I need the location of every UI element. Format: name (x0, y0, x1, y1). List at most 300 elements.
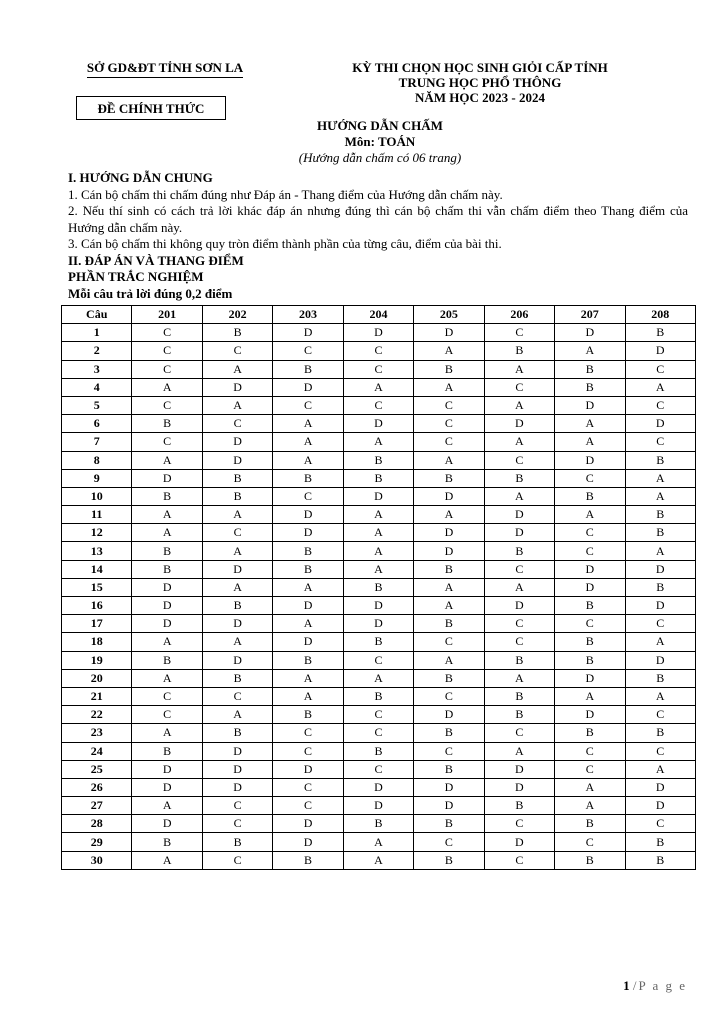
answer-cell: B (555, 378, 625, 396)
table-row (62, 851, 696, 869)
answer-cell: B (414, 760, 484, 778)
answer-cell: A (202, 633, 272, 651)
answer-cell: B (414, 851, 484, 869)
answer-cell: B (484, 651, 554, 669)
answer-cell: A (273, 451, 343, 469)
answer-cell: A (132, 506, 202, 524)
answer-cell: C (273, 724, 343, 742)
answer-cell: C (625, 360, 696, 378)
answer-cell: C (414, 396, 484, 414)
question-number-cell: 19 (62, 651, 132, 669)
answer-cell: B (202, 833, 272, 851)
instruction-item-2: 2. Nếu thí sinh có cách trả lời khác đáp án nhưng đúng thì cán bộ chấm thi vẫn chấm điểm theo Thang điểm của Hướng dẫn chấm này. (68, 203, 688, 235)
answer-cell: A (555, 415, 625, 433)
answer-cell: A (414, 651, 484, 669)
answer-cell: A (132, 851, 202, 869)
answer-cell: A (343, 433, 413, 451)
answer-cell: A (555, 342, 625, 360)
answer-cell: D (414, 487, 484, 505)
answer-cell: C (273, 742, 343, 760)
answer-cell: B (273, 469, 343, 487)
issuing-authority (60, 60, 270, 78)
table-row (62, 542, 696, 560)
answer-cell: B (202, 724, 272, 742)
answer-cell: D (132, 597, 202, 615)
question-number-cell: 23 (62, 724, 132, 742)
answer-cell: C (625, 433, 696, 451)
column-header-code: 206 (484, 306, 554, 324)
page-footer (623, 978, 687, 994)
instruction-item-3: 3. Cán bộ chấm thi không quy tròn điểm thành phần của từng câu, điểm của bài thi. (68, 236, 502, 251)
answer-cell: A (414, 342, 484, 360)
answer-cell: A (132, 797, 202, 815)
answer-cell: B (625, 669, 696, 687)
question-number-cell: 20 (62, 669, 132, 687)
answer-cell: C (132, 687, 202, 705)
answer-cell: B (414, 615, 484, 633)
answer-key-table (61, 305, 696, 870)
answer-cell: A (343, 669, 413, 687)
answer-cell: C (202, 524, 272, 542)
answer-cell: B (132, 651, 202, 669)
answer-cell: D (132, 760, 202, 778)
exam-title-line-2: TRUNG HỌC PHỔ THÔNG (398, 75, 562, 90)
table-row (62, 578, 696, 596)
answer-cell: B (132, 833, 202, 851)
answer-cell: D (625, 651, 696, 669)
table-row (62, 760, 696, 778)
answer-cell: D (414, 778, 484, 796)
answer-cell: D (132, 469, 202, 487)
question-number-cell: 27 (62, 797, 132, 815)
answer-cell: B (343, 451, 413, 469)
table-row (62, 597, 696, 615)
answer-cell: D (132, 778, 202, 796)
table-row (62, 615, 696, 633)
question-number-cell: 16 (62, 597, 132, 615)
answer-cell: D (273, 597, 343, 615)
answer-cell: B (625, 724, 696, 742)
answer-cell: C (202, 797, 272, 815)
answer-cell: B (202, 597, 272, 615)
official-badge: ĐỀ CHÍNH THỨC (76, 96, 226, 120)
answer-cell: D (414, 542, 484, 560)
answer-cell: C (555, 542, 625, 560)
answer-cell: B (343, 469, 413, 487)
answer-cell: A (625, 487, 696, 505)
question-number-cell: 28 (62, 815, 132, 833)
answer-cell: A (625, 760, 696, 778)
table-row (62, 360, 696, 378)
question-number-cell: 13 (62, 542, 132, 560)
answer-cell: C (132, 360, 202, 378)
answer-cell: C (484, 633, 554, 651)
answer-cell: B (484, 797, 554, 815)
answer-cell: B (625, 524, 696, 542)
answer-cell: C (343, 396, 413, 414)
answer-cell: B (555, 487, 625, 505)
answer-cell: C (484, 724, 554, 742)
answer-cell: B (132, 742, 202, 760)
answer-cell: A (202, 706, 272, 724)
answer-cell: D (202, 651, 272, 669)
answer-cell: C (273, 342, 343, 360)
answer-cell: B (273, 360, 343, 378)
answer-cell: D (202, 742, 272, 760)
answer-cell: C (625, 615, 696, 633)
table-row (62, 833, 696, 851)
answer-cell: C (202, 342, 272, 360)
answer-cell: B (555, 651, 625, 669)
answer-cell: A (484, 578, 554, 596)
answer-cell: B (273, 542, 343, 560)
question-number-cell: 10 (62, 487, 132, 505)
answer-cell: B (132, 560, 202, 578)
answer-cell: C (343, 706, 413, 724)
table-row (62, 415, 696, 433)
answer-cell: B (343, 742, 413, 760)
answer-cell: A (273, 578, 343, 596)
answer-cell: D (555, 396, 625, 414)
answer-cell: A (273, 433, 343, 451)
column-header-code: 201 (132, 306, 202, 324)
answer-cell: D (484, 760, 554, 778)
answer-cell: B (132, 415, 202, 433)
answer-cell: D (273, 815, 343, 833)
answer-cell: D (202, 433, 272, 451)
answer-cell: D (555, 578, 625, 596)
answer-cell: B (202, 324, 272, 342)
table-row (62, 669, 696, 687)
answer-cell: A (202, 542, 272, 560)
answer-cell: B (343, 815, 413, 833)
answer-cell: C (555, 760, 625, 778)
answer-cell: B (555, 597, 625, 615)
answer-cell: A (132, 451, 202, 469)
answer-cell: D (202, 760, 272, 778)
column-header-code: 207 (555, 306, 625, 324)
table-row (62, 506, 696, 524)
answer-cell: C (625, 742, 696, 760)
answer-cell: A (132, 633, 202, 651)
column-header-code: 205 (414, 306, 484, 324)
answer-cell: A (273, 615, 343, 633)
answer-cell: B (555, 851, 625, 869)
answer-cell: B (555, 633, 625, 651)
answer-cell: A (625, 469, 696, 487)
answer-cell: B (132, 542, 202, 560)
answer-cell: D (202, 615, 272, 633)
question-number-cell: 29 (62, 833, 132, 851)
table-row (62, 524, 696, 542)
answer-cell: A (202, 360, 272, 378)
answer-cell: C (202, 815, 272, 833)
answer-cell: A (202, 578, 272, 596)
answer-cell: B (202, 669, 272, 687)
answer-cell: A (343, 851, 413, 869)
answer-cell: D (202, 560, 272, 578)
question-number-cell: 11 (62, 506, 132, 524)
answer-cell: B (343, 687, 413, 705)
answer-cell: B (484, 542, 554, 560)
answer-cell: A (414, 597, 484, 615)
column-header-question: Câu (62, 306, 132, 324)
answer-cell: A (555, 687, 625, 705)
answer-cell: B (343, 633, 413, 651)
answer-cell: B (484, 469, 554, 487)
table-row (62, 396, 696, 414)
answer-cell: C (484, 451, 554, 469)
answer-cell: B (625, 506, 696, 524)
answer-cell: A (202, 396, 272, 414)
answer-cell: C (343, 724, 413, 742)
answer-cell: D (132, 615, 202, 633)
answer-cell: D (273, 760, 343, 778)
answer-cell: D (414, 706, 484, 724)
answer-cell: A (555, 433, 625, 451)
score-note: Mỗi câu trả lời đúng 0,2 điểm (68, 285, 233, 301)
answer-cell: A (273, 669, 343, 687)
question-number-cell: 17 (62, 615, 132, 633)
question-number-cell: 15 (62, 578, 132, 596)
answer-cell: C (343, 342, 413, 360)
question-number-cell: 26 (62, 778, 132, 796)
answer-cell: D (555, 706, 625, 724)
instructions (68, 170, 688, 302)
answer-cell: C (132, 324, 202, 342)
column-header-code: 203 (273, 306, 343, 324)
answer-cell: B (625, 578, 696, 596)
answer-cell: B (414, 669, 484, 687)
answer-cell: D (414, 524, 484, 542)
answer-cell: D (625, 797, 696, 815)
answer-cell: D (555, 560, 625, 578)
answer-cell: D (343, 615, 413, 633)
question-number-cell: 18 (62, 633, 132, 651)
answer-cell: D (132, 815, 202, 833)
question-number-cell: 1 (62, 324, 132, 342)
answer-cell: A (343, 542, 413, 560)
question-number-cell: 14 (62, 560, 132, 578)
answer-cell: D (484, 524, 554, 542)
answer-cell: C (132, 433, 202, 451)
answer-cell: C (625, 815, 696, 833)
table-row (62, 342, 696, 360)
exam-header (300, 60, 660, 105)
table-row (62, 469, 696, 487)
answer-cell: C (132, 342, 202, 360)
answer-cell: D (343, 778, 413, 796)
answer-cell: D (202, 378, 272, 396)
answer-cell: C (484, 560, 554, 578)
answer-cell: B (414, 469, 484, 487)
table-row (62, 742, 696, 760)
answer-cell: C (132, 396, 202, 414)
table-row (62, 687, 696, 705)
answer-cell: B (273, 560, 343, 578)
answer-cell: A (484, 487, 554, 505)
question-number-cell: 24 (62, 742, 132, 760)
answer-cell: D (484, 778, 554, 796)
answer-cell: C (273, 396, 343, 414)
answer-cell: C (414, 742, 484, 760)
answer-cell: D (625, 778, 696, 796)
answer-cell: D (273, 506, 343, 524)
answer-cell: A (484, 669, 554, 687)
answer-cell: C (484, 324, 554, 342)
answer-cell: C (273, 778, 343, 796)
question-number-cell: 7 (62, 433, 132, 451)
answer-cell: D (555, 669, 625, 687)
answer-cell: C (555, 524, 625, 542)
answer-cell: B (202, 469, 272, 487)
answer-cell: C (343, 651, 413, 669)
answer-cell: C (484, 851, 554, 869)
table-row (62, 451, 696, 469)
answer-cell: A (343, 833, 413, 851)
table-row (62, 706, 696, 724)
answer-cell: B (625, 451, 696, 469)
main-title: HƯỚNG DẪN CHẤM (317, 118, 443, 133)
answer-cell: A (555, 506, 625, 524)
answer-cell: A (555, 797, 625, 815)
answer-cell: D (202, 778, 272, 796)
answer-cell: A (414, 578, 484, 596)
answer-cell: D (273, 633, 343, 651)
answer-cell: B (202, 487, 272, 505)
question-number-cell: 22 (62, 706, 132, 724)
answer-cell: D (343, 597, 413, 615)
answer-cell: C (555, 469, 625, 487)
answer-cell: B (555, 360, 625, 378)
subject-line: Môn: TOÁN (344, 134, 416, 149)
answer-cell: B (414, 815, 484, 833)
answer-cell: D (484, 415, 554, 433)
answer-cell: A (625, 633, 696, 651)
table-row (62, 778, 696, 796)
table-row (62, 724, 696, 742)
answer-cell: A (484, 396, 554, 414)
answer-cell: D (132, 578, 202, 596)
answer-cell: D (625, 415, 696, 433)
document-title (0, 118, 725, 166)
answer-cell: D (625, 342, 696, 360)
page-number: 1 (623, 978, 630, 993)
answer-cell: A (132, 378, 202, 396)
answer-cell: D (414, 324, 484, 342)
multiple-choice-heading: PHẦN TRẮC NGHIỆM (68, 269, 204, 284)
answer-cell: D (273, 833, 343, 851)
table-row (62, 651, 696, 669)
answer-cell: C (343, 360, 413, 378)
column-header-code: 208 (625, 306, 696, 324)
table-row (62, 815, 696, 833)
question-number-cell: 3 (62, 360, 132, 378)
page-count-note: (Hướng dẫn chấm có 06 trang) (298, 150, 462, 165)
table-row (62, 560, 696, 578)
answer-cell: C (414, 687, 484, 705)
answer-cell: A (273, 687, 343, 705)
answer-cell: C (202, 851, 272, 869)
answer-cell: D (343, 415, 413, 433)
question-number-cell: 21 (62, 687, 132, 705)
answer-cell: A (343, 560, 413, 578)
question-number-cell: 4 (62, 378, 132, 396)
answer-cell: D (625, 560, 696, 578)
table-row (62, 797, 696, 815)
answer-cell: B (484, 342, 554, 360)
answer-cell: C (484, 815, 554, 833)
answer-cell: B (625, 851, 696, 869)
answer-cell: A (484, 433, 554, 451)
answer-cell: C (343, 760, 413, 778)
answer-cell: D (343, 324, 413, 342)
answer-cell: A (625, 378, 696, 396)
table-row (62, 378, 696, 396)
answer-cell: B (625, 324, 696, 342)
answer-cell: C (625, 396, 696, 414)
answer-cell: B (414, 360, 484, 378)
answer-cell: D (273, 324, 343, 342)
answer-cell: B (484, 687, 554, 705)
answer-cell: A (202, 506, 272, 524)
answer-cell: D (484, 597, 554, 615)
answer-cell: C (555, 615, 625, 633)
answer-cell: A (343, 506, 413, 524)
answer-cell: C (202, 415, 272, 433)
answer-cell: D (202, 451, 272, 469)
page-label: /P a g e (632, 978, 687, 993)
answer-cell: A (343, 524, 413, 542)
answer-cell: D (555, 451, 625, 469)
answer-cell: A (555, 778, 625, 796)
answer-cell: A (625, 542, 696, 560)
answer-cell: B (273, 706, 343, 724)
answer-cell: C (414, 833, 484, 851)
answer-cell: C (484, 615, 554, 633)
table-row (62, 487, 696, 505)
answer-cell: D (625, 597, 696, 615)
answer-cell: D (484, 506, 554, 524)
answer-cell: A (132, 524, 202, 542)
question-number-cell: 25 (62, 760, 132, 778)
table-header-row (62, 306, 696, 324)
answer-cell: A (132, 724, 202, 742)
question-number-cell: 2 (62, 342, 132, 360)
answer-cell: C (414, 633, 484, 651)
answer-cell: C (484, 378, 554, 396)
answer-cell: B (414, 560, 484, 578)
answer-cell: D (484, 833, 554, 851)
section-1-heading: I. HƯỚNG DẪN CHUNG (68, 170, 213, 185)
exam-title-line-3: NĂM HỌC 2023 - 2024 (415, 90, 545, 105)
answer-cell: D (343, 797, 413, 815)
answer-cell: A (132, 669, 202, 687)
answer-cell: C (555, 742, 625, 760)
answer-cell: D (273, 378, 343, 396)
question-number-cell: 30 (62, 851, 132, 869)
answer-cell: C (555, 833, 625, 851)
column-header-code: 202 (202, 306, 272, 324)
answer-cell: A (414, 451, 484, 469)
answer-cell: C (273, 487, 343, 505)
answer-cell: A (484, 360, 554, 378)
answer-cell: C (625, 706, 696, 724)
answer-cell: B (555, 815, 625, 833)
answer-cell: B (273, 851, 343, 869)
column-header-code: 204 (343, 306, 413, 324)
question-number-cell: 5 (62, 396, 132, 414)
